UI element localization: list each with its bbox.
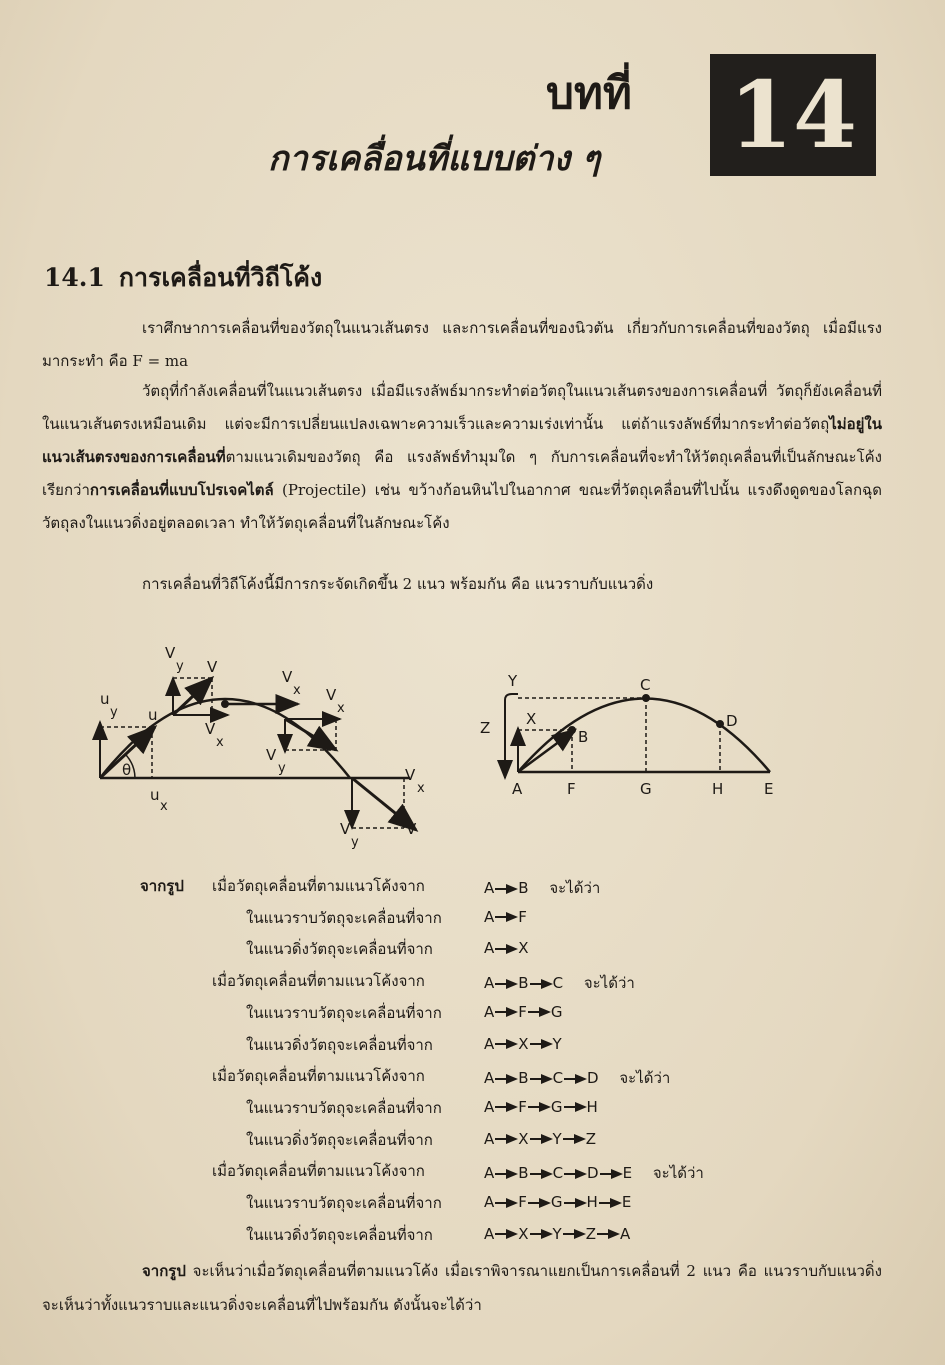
step-sequence-curve — [484, 1161, 704, 1185]
right-arrow-icon — [529, 979, 553, 989]
steps-lead: จากรูป — [140, 877, 184, 895]
step-sequence-horizontal — [484, 1193, 631, 1211]
bottom-paragraph — [42, 1254, 882, 1322]
step-label-curve: เมื่อวัตถุเคลื่อนที่ตามแนวโค้งจาก — [212, 1162, 425, 1181]
right-arrow-icon — [494, 1007, 518, 1017]
right-arrow-icon — [529, 1074, 553, 1084]
step-label-vertical: ในแนวดิ่งวัตถุจะเคลื่อนที่จาก — [246, 940, 433, 959]
label-vy2: V — [266, 746, 277, 764]
right-arrow-icon — [494, 1229, 518, 1239]
paragraph-1: เราศึกษาการเคลื่อนที่ของวัตถุในแนวเส้นตรง และการเคลื่อนที่ของนิวตัน เกี่ยวกับการเคลื่อนที่ของวัตถุ เมื่อมีแรงมากระทำ คือ F = ma — [42, 319, 882, 370]
point-letter: Z — [585, 1224, 596, 1243]
label-u: u — [148, 706, 158, 724]
step-label-vertical: ในแนวดิ่งวัตถุจะเคลื่อนที่จาก — [246, 1035, 433, 1054]
point-letter: D — [587, 1164, 599, 1183]
chapter-title: การเคลื่อนที่แบบต่าง ๆ — [268, 139, 601, 179]
point-letter: F — [518, 1193, 527, 1211]
label-E: E — [764, 780, 774, 798]
trajectory-curve — [100, 699, 350, 778]
step-label-curve: เมื่อวัตถุเคลื่อนที่ตามแนวโค้งจาก — [212, 1067, 425, 1086]
right-arrow-icon — [527, 1007, 551, 1017]
point-letter: E — [622, 1164, 633, 1183]
paragraph-3: การเคลื่อนที่วิถีโค้งนี้มีการกระจัดเกิดขึ้น 2 แนว พร้อมกัน คือ แนวราบกับแนวดิ่ง — [142, 575, 654, 593]
point-letter: G — [550, 1002, 563, 1021]
step-label-vertical: ในแนวดิ่งวัตถุจะเคลื่อนที่จาก — [246, 1130, 433, 1149]
point-letter: A — [484, 1069, 495, 1088]
label-vy3-sub: y — [351, 835, 359, 850]
point-letter: Y — [552, 1129, 562, 1148]
label-v3: V — [406, 820, 417, 838]
label-ux-sub: x — [160, 799, 168, 814]
label-H: H — [712, 780, 724, 798]
right-trajectory-diagram — [505, 694, 770, 778]
paragraph-2-bold-2: การเคลื่อนที่แบบโปรเจคไตล์ — [89, 481, 274, 499]
point-letter: B — [518, 1164, 529, 1183]
right-arrow-icon — [494, 1039, 518, 1049]
label-Y: Y — [508, 672, 518, 690]
left-velocity-diagram — [100, 678, 416, 830]
step-sequence-horizontal — [484, 908, 527, 926]
right-arrow-icon — [596, 1229, 620, 1239]
point-letter: G — [550, 1193, 563, 1211]
point-letter: X — [518, 1129, 529, 1148]
step-sequence-curve — [484, 876, 600, 900]
point-letter: A — [484, 1224, 495, 1243]
right-arrow-icon — [562, 1229, 586, 1239]
right-diagram-labels — [480, 672, 773, 798]
label-vy1: V — [165, 644, 176, 662]
point-letter: C — [552, 1164, 564, 1183]
label-D: D — [726, 712, 738, 730]
ja-dai-wa: จะได้ว่า — [648, 1164, 704, 1183]
label-vx3: V — [405, 766, 416, 784]
right-arrow-icon — [494, 1074, 518, 1084]
bottom-lead: จากรูป — [142, 1262, 186, 1280]
label-uy: u — [100, 690, 110, 708]
right-arrow-icon — [494, 912, 518, 922]
point-letter: Z — [585, 1129, 596, 1148]
right-arrow-icon — [529, 1169, 553, 1179]
paragraph-2-part-c: (Projectile) เช่น ขว้างก้อนหินไปในอากาศ ขณะที่วัตถุเคลื่อนที่ไปนั้น แรงดึงดูดของโลกฉุดวัตถุลงในแนวดิ่งอยู่ตลอดเวลา ทำให้วัตถุเคลื่อนที่ในลักษณะโค้ง — [42, 481, 882, 532]
point-letter: A — [484, 974, 495, 993]
step-label-horizontal: ในแนวราบวัตถุจะเคลื่อนที่จาก — [246, 1194, 442, 1212]
ja-dai-wa: จะได้ว่า — [614, 1069, 671, 1088]
paragraph-2-part-b: ตามแนวเดิมของวัตถุ คือ แรงลัพธ์ทำมุมใด ๆ กับการเคลื่อนที่จะทำให้วัตถุเคลื่อนที่เป็นลักษณะโค้ง เรียกว่า — [42, 448, 882, 499]
point-letter: C — [552, 1069, 564, 1088]
label-vx2-sub: x — [337, 701, 345, 716]
label-vx2: V — [326, 686, 337, 704]
point-letter: A — [484, 1097, 495, 1116]
label-X: X — [526, 710, 537, 728]
point-letter: F — [518, 1097, 527, 1116]
point-letter: A — [484, 1129, 495, 1148]
right-arrow-icon — [527, 1102, 551, 1112]
point-letter: H — [586, 1097, 598, 1116]
right-arrow-icon — [562, 1134, 586, 1144]
step-sequence-curve — [484, 971, 635, 995]
section-title: การเคลื่อนที่วิถีโค้ง — [118, 263, 323, 292]
point-letter: X — [518, 939, 529, 958]
point-letter: H — [586, 1193, 598, 1211]
paragraph-2-bold-1: ไม่อยู่ในแนวเส้นตรงของการเคลื่อนที่ — [42, 415, 882, 466]
right-arrow-icon — [598, 1198, 622, 1208]
label-B: B — [578, 728, 589, 746]
step-sequence-vertical — [484, 1130, 596, 1148]
right-arrow-icon — [563, 1074, 587, 1084]
point-letter: A — [484, 1164, 495, 1183]
point-letter: C — [552, 974, 564, 993]
right-arrow-icon — [529, 1039, 553, 1049]
chapter-number: 14 — [728, 61, 858, 169]
label-vx3-sub: x — [417, 781, 425, 796]
point-letter: Y — [552, 1224, 562, 1243]
step-label-curve: เมื่อวัตถุเคลื่อนที่ตามแนวโค้งจาก — [212, 877, 425, 895]
point-letter: A — [484, 1034, 495, 1053]
right-arrow-icon — [494, 1134, 518, 1144]
right-arrow-icon — [599, 1169, 623, 1179]
step-label-horizontal: ในแนวราบวัตถุจะเคลื่อนที่จาก — [246, 1003, 442, 1022]
label-vx-mid-sub: x — [293, 683, 301, 698]
step-label-vertical: ในแนวดิ่งวัตถุจะเคลื่อนที่จาก — [246, 1225, 433, 1244]
right-arrow-icon — [494, 1169, 518, 1179]
point-letter: A — [484, 879, 495, 897]
right-arrow-icon — [527, 1198, 551, 1208]
chapter-word: บทที่ — [546, 68, 632, 119]
point-letter: B — [518, 974, 529, 993]
label-vy2-sub: y — [278, 761, 286, 776]
point-letter: X — [518, 1224, 529, 1243]
ja-dai-wa: จะได้ว่า — [544, 879, 601, 897]
point-letter: B — [518, 879, 529, 897]
label-F: F — [567, 780, 576, 798]
right-arrow-icon — [494, 944, 518, 954]
point-letter: A — [620, 1224, 631, 1243]
point-letter: A — [484, 1002, 495, 1021]
step-sequence-vertical — [484, 939, 529, 957]
step-sequence-vertical — [484, 1225, 630, 1243]
right-arrow-icon — [563, 1102, 587, 1112]
point-letter: A — [484, 939, 495, 958]
label-vy3: V — [340, 820, 351, 838]
label-A: A — [512, 780, 523, 798]
step-sequence-curve — [484, 1066, 670, 1090]
right-arrow-icon — [494, 979, 518, 989]
step-sequence-horizontal — [484, 1003, 563, 1021]
section-number: 14.1 — [44, 263, 105, 292]
paragraph-2 — [42, 375, 882, 540]
label-vx1-sub: x — [216, 735, 224, 750]
step-sequence-horizontal — [484, 1098, 598, 1116]
point-letter: F — [518, 907, 527, 926]
paragraph-2-part-a: วัตถุที่กำลังเคลื่อนที่ในแนวเส้นตรง เมื่อมีแรงลัพธ์มากระทำต่อวัตถุในแนวเส้นตรงของการเคลื่อนที่ วัตถุก็ยังเคลื่อนที่ในแนวเส้นตรงเหมือนเดิม แต่จะมีการเปลี่ยนแปลงเฉพาะความเร็วและความเร่งเท่านั้น แต่ถ้าแรงลัพธ์ที่มากระทำต่อวัตถุ — [42, 382, 882, 433]
label-vx1: V — [205, 720, 216, 738]
step-label-curve: เมื่อวัตถุเคลื่อนที่ตามแนวโค้งจาก — [212, 972, 425, 991]
projectile-diagrams — [0, 630, 945, 850]
bottom-text: จะเห็นว่าเมื่อวัตถุเคลื่อนที่ตามแนวโค้ง เมื่อเราพิจารณาแยกเป็นการเคลื่อนที่ 2 แนว คือ แนวราบกับแนวดิ่ง จะเห็นว่าทั้งแนวราบและแนวดิ่งจะเคลื่อนที่ไปพร้อมกัน ดังนั้นจะได้ว่า — [42, 1262, 882, 1314]
step-label-horizontal: ในแนวราบวัตถุจะเคลื่อนที่จาก — [246, 908, 442, 927]
right-arrow-icon — [494, 1198, 518, 1208]
section-heading — [44, 258, 322, 298]
label-vy1-sub: y — [176, 659, 184, 674]
point-letter: G — [550, 1097, 563, 1116]
point-letter: F — [518, 1002, 527, 1021]
point-letter: A — [484, 907, 495, 926]
label-Z: Z — [480, 719, 491, 737]
label-G: G — [640, 780, 652, 798]
point-letter: E — [621, 1193, 632, 1211]
chapter-number-box — [710, 54, 876, 176]
label-ux: u — [150, 786, 160, 804]
ja-dai-wa: จะได้ว่า — [579, 974, 635, 993]
label-uy-sub: y — [110, 705, 118, 720]
right-arrow-icon — [563, 1169, 587, 1179]
right-arrow-icon — [529, 1134, 553, 1144]
step-sequence-vertical — [484, 1035, 562, 1053]
point-letter: Y — [552, 1034, 562, 1053]
point-letter: A — [484, 1193, 495, 1211]
step-label-horizontal: ในแนวราบวัตถุจะเคลื่อนที่จาก — [246, 1098, 442, 1117]
right-arrow-icon — [494, 884, 518, 894]
label-theta: θ — [122, 761, 132, 779]
right-arrow-icon — [529, 1229, 553, 1239]
point-letter: D — [587, 1069, 599, 1088]
left-diagram-labels — [100, 644, 425, 850]
label-vx-mid: V — [282, 668, 293, 686]
right-arrow-icon — [563, 1198, 587, 1208]
label-v1: V — [207, 658, 218, 676]
right-arrow-icon — [494, 1102, 518, 1112]
point-letter: B — [518, 1069, 529, 1088]
point-letter: X — [518, 1034, 529, 1053]
label-C: C — [640, 676, 651, 694]
